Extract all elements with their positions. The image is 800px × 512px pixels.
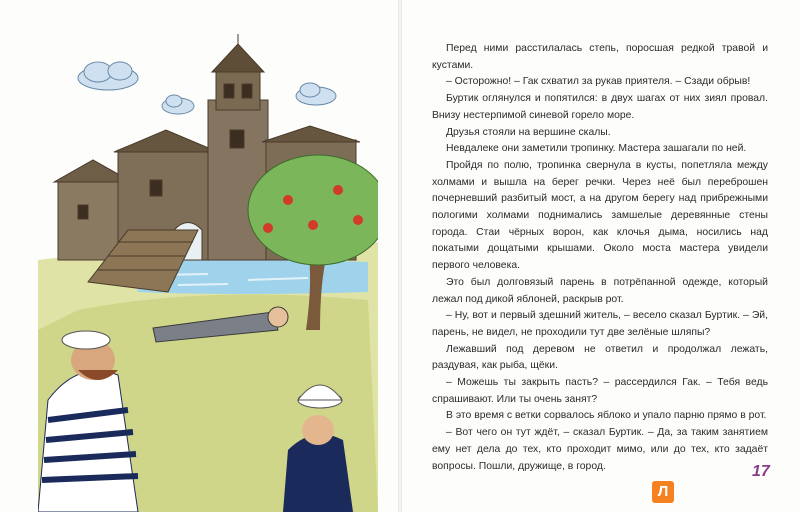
paragraph: Друзья стояли на вершине скалы.	[446, 126, 611, 138]
paragraph: В это время с ветки сорвалось яблоко и упало парню прямо в рот.	[446, 410, 767, 422]
paragraph: Буртик оглянулся и попятился: в двух шагах от них зиял провал. Внизу нестерпимой синевой горело море.	[432, 93, 768, 121]
paragraph: – Можешь ты закрыть пасть? – рассердился Гак. – Тебя ведь спрашивают. Или ты очень занят?	[432, 377, 768, 405]
castle-riverside-illustration	[38, 30, 378, 512]
story-text	[432, 41, 768, 475]
paragraph: – Осторожно! – Гак схватил за рукав приятеля. – Сзади обрыв!	[446, 76, 751, 88]
cloud	[296, 83, 336, 105]
paragraph: Перед ними расстилалась степь, поросшая редкой травой и кустами.	[432, 43, 768, 71]
paragraph: Это был долговязый парень в потрёпанной одежде, который лежал под дикой яблоней, раскрыв рот.	[432, 276, 768, 305]
paragraph: Лежавший под деревом не ответил и продолжал лежать, раздувая, как рыба, щёки.	[432, 343, 768, 372]
book-spine	[398, 0, 402, 512]
publisher-logo-icon: Л	[652, 481, 674, 503]
paragraph: Невдалеке они заметили тропинку. Мастера зашагали по ней.	[446, 143, 747, 155]
cloud	[78, 62, 138, 90]
paragraph: – Вот чего он тут ждёт, – сказал Буртик. – Да, за таким занятием ему нет дела до тех, кто проходит мимо, или до тех, кто задаёт вопросы. Пошли, дружище, в город.	[432, 427, 768, 472]
page-number: 17	[752, 463, 770, 480]
paragraph: Пройдя по полю, тропинка свернула в кусты, попетляла между холмами и вышла на берег речки. Через неё был переброшен почерневший разбитый мост, а на другом берегу над прибрежными пологими холмами поднимались замшелые деревянные стены города. Стаи чёрных ворон, как клочья дыма, носились над покатыми дощатыми крышами. Около моста мастера увидели первого человека.	[432, 159, 768, 272]
paragraph: – Ну, вот и первый здешний житель, – весело сказал Буртик. – Эй, парень, не видел, не проходили тут две зелёные шляпы?	[432, 310, 768, 338]
cloud	[162, 95, 194, 114]
